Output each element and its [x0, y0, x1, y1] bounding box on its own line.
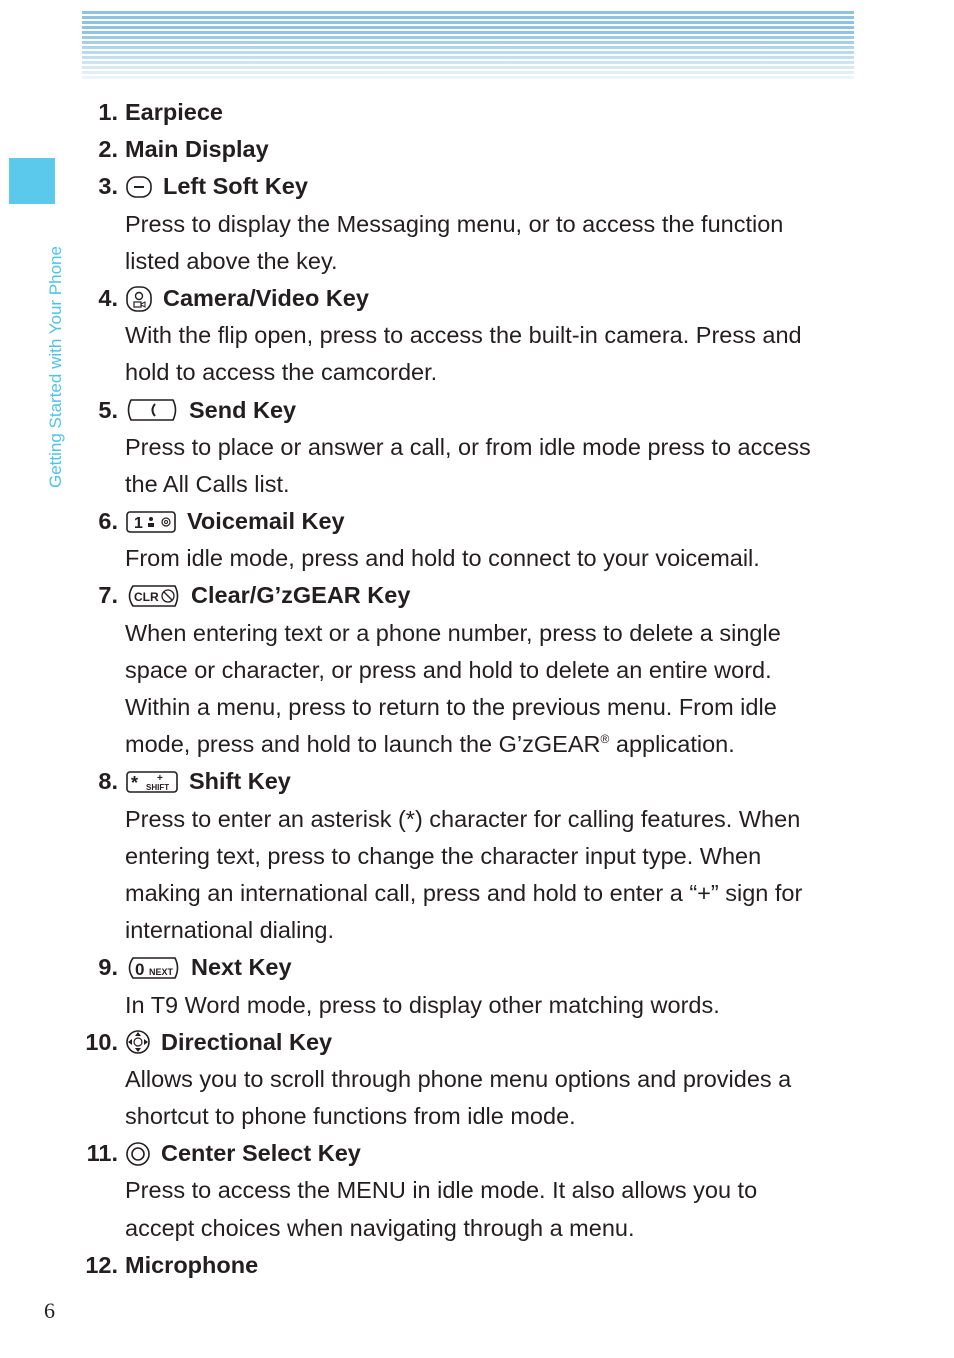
- item-description-line: entering text, press to change the character input type. When: [125, 842, 762, 869]
- list-item-heading: [0, 503, 954, 540]
- list-item-heading: [0, 168, 954, 205]
- shift-key-icon: [125, 770, 179, 794]
- list-item-heading: [0, 392, 954, 429]
- item-title: Shift Key: [189, 768, 291, 795]
- item-description-line: listed above the key.: [125, 247, 338, 274]
- item-number: 2.: [98, 136, 118, 163]
- item-number: 10.: [85, 1028, 118, 1055]
- item-title: Next Key: [191, 954, 292, 981]
- item-description-line: Press to enter an asterisk (*) character for calling features. When: [125, 805, 801, 832]
- item-title: Send Key: [189, 396, 297, 423]
- list-item-heading: [0, 1135, 954, 1172]
- section-side-label: Getting Started with Your Phone: [46, 246, 65, 488]
- item-number: 9.: [98, 954, 118, 981]
- item-number: 7.: [98, 582, 118, 609]
- item-number: 8.: [98, 768, 118, 795]
- item-description-line: Allows you to scroll through phone menu options and provides a: [125, 1065, 792, 1092]
- item-description-line: Press to display the Messaging menu, or to access the function: [125, 210, 784, 237]
- item-description-line: Press to place or answer a call, or from idle mode press to access: [125, 433, 811, 460]
- item-description-line: shortcut to phone functions from idle mode.: [125, 1103, 576, 1130]
- voicemail-key-icon: [125, 510, 177, 534]
- list-item-heading: [0, 1247, 954, 1284]
- item-title: Camera/Video Key: [163, 284, 369, 311]
- item-title: Left Soft Key: [163, 173, 308, 200]
- svg-text:+: +: [157, 772, 163, 784]
- item-number: 1.: [98, 99, 118, 125]
- list-item-heading: [0, 280, 954, 317]
- next-key-icon: [125, 956, 181, 980]
- list-item-heading: [0, 949, 954, 986]
- item-description-line: Within a menu, press to return to the previous menu. From idle: [125, 694, 777, 720]
- item-description-line: hold to access the camcorder.: [125, 359, 438, 386]
- header-banner: [82, 11, 854, 79]
- send-key-icon: [125, 398, 179, 422]
- item-title: Directional Key: [161, 1028, 333, 1055]
- item-description-line: With the flip open, press to access the built-in camera. Press and: [125, 322, 802, 349]
- item-description-line: making an international call, press and hold to enter a “+” sign for: [125, 879, 803, 906]
- item-description-line: accept choices when navigating through a menu.: [125, 1214, 635, 1241]
- item-description-line: In T9 Word mode, press to display other matching words.: [125, 991, 720, 1018]
- item-description-line: space or character, or press and hold to delete an entire word.: [125, 656, 772, 683]
- directional-key-icon: [125, 1029, 151, 1055]
- item-title: Microphone: [125, 1251, 259, 1278]
- item-title: Voicemail Key: [187, 508, 345, 535]
- item-title: Clear/G’zGEAR Key: [191, 582, 411, 609]
- page-number: 6: [44, 1298, 55, 1323]
- item-number: 12.: [85, 1251, 118, 1278]
- clear-icon-text: CLR: [134, 590, 159, 605]
- list-item-heading: [0, 94, 954, 131]
- left-soft-key-icon: [125, 175, 153, 199]
- key-description-list: [0, 94, 954, 1284]
- next-icon-text: NEXT: [149, 966, 174, 977]
- item-number: 3.: [98, 173, 118, 200]
- item-number: 6.: [98, 508, 118, 535]
- item-description-line: From idle mode, press and hold to connect to your voicemail.: [125, 545, 760, 572]
- list-item-heading: [0, 577, 954, 614]
- list-item-heading: [0, 1024, 954, 1061]
- center-select-key-icon: [125, 1141, 151, 1167]
- item-number: 4.: [98, 284, 118, 311]
- next-icon-digit: 0: [135, 959, 145, 979]
- list-item-heading: [0, 131, 954, 168]
- item-description-line: [125, 726, 735, 763]
- desc-text: mode, press and hold to launch the G’zGEAR: [125, 731, 601, 758]
- list-item-heading: [0, 763, 954, 800]
- item-description-line: international dialing.: [125, 917, 335, 944]
- item-description-line: the All Calls list.: [125, 470, 290, 497]
- item-title: Earpiece: [125, 99, 223, 125]
- item-title: Main Display: [125, 136, 269, 163]
- item-description-line: When entering text or a phone number, press to delete a single: [125, 619, 781, 646]
- shift-icon-text: SHIFT: [146, 782, 170, 792]
- item-title: Center Select Key: [161, 1140, 361, 1167]
- clear-key-icon: [125, 584, 181, 608]
- desc-text: application.: [609, 731, 735, 758]
- svg-text:*: *: [131, 772, 139, 793]
- item-number: 11.: [86, 1140, 118, 1167]
- header-fade: [82, 11, 854, 79]
- registered-mark: ®: [600, 732, 610, 747]
- voicemail-icon-digit: 1: [134, 514, 143, 532]
- camera-key-icon: [125, 285, 153, 313]
- item-number: 5.: [98, 396, 118, 423]
- item-description-line: Press to access the MENU in idle mode. It also allows you to: [125, 1177, 758, 1204]
